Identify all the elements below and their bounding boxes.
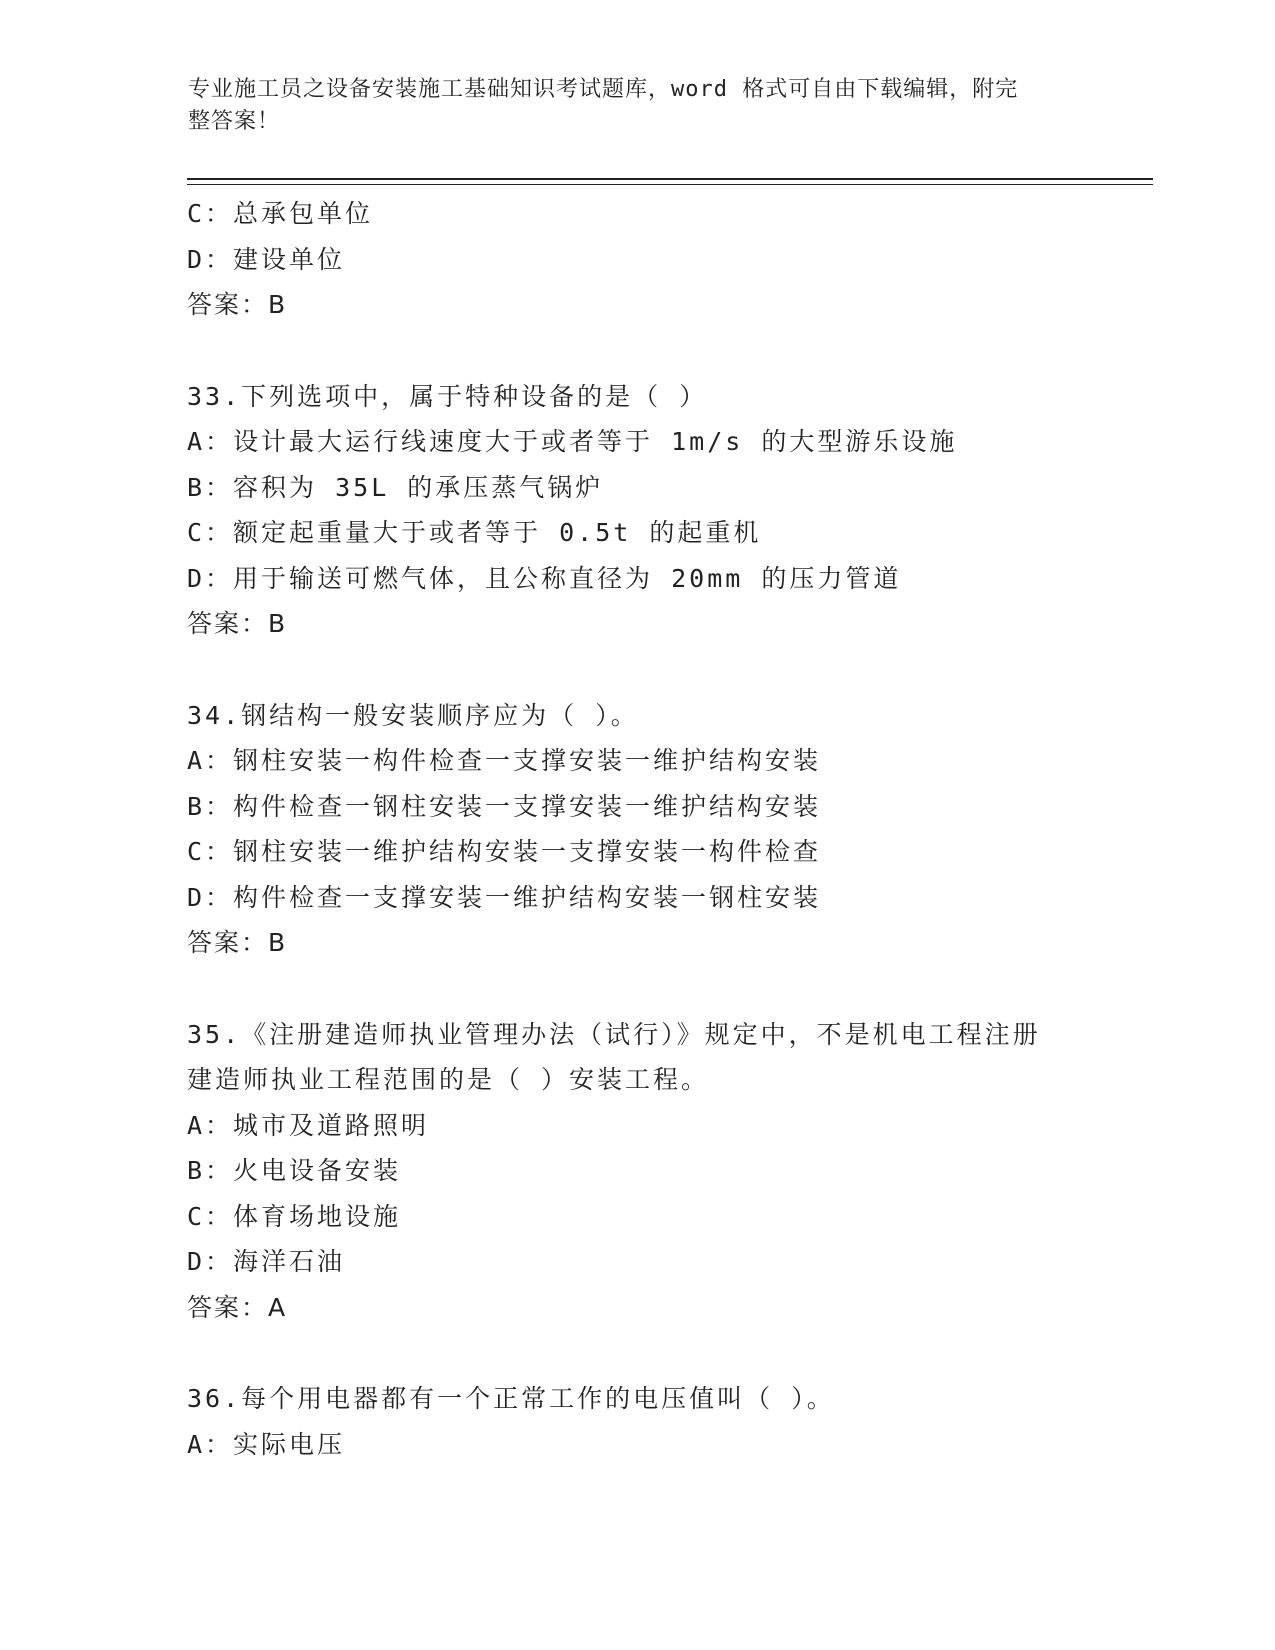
option-d: D：海洋石油: [187, 1247, 346, 1276]
option-a: A：设计最大运行线速度大于或者等于 1m/s 的大型游乐设施: [187, 427, 958, 456]
question-text-line-2: 建造师执业工程范围的是（ ）安装工程。: [187, 1065, 710, 1094]
option-c: C：额定起重量大于或者等于 0.5t 的起重机: [187, 518, 762, 547]
prev-question-block: [187, 191, 1087, 328]
question-spacer: [187, 1330, 1087, 1376]
question-text: 36.每个用电器都有一个正常工作的电压值叫（ ）。: [187, 1384, 835, 1413]
header-divider-thin: [187, 184, 1153, 185]
answer-label: 答案：B: [187, 290, 288, 319]
option-c: C：钢柱安装一维护结构安装一支撑安装一构件检查: [187, 837, 822, 866]
option-c: C：体育场地设施: [187, 1201, 402, 1231]
option-b: B：容积为 35L 的承压蒸气锅炉: [187, 472, 604, 502]
answer-label: 答案：B: [187, 928, 288, 957]
question-33: [187, 374, 1087, 647]
document-header: [188, 74, 1068, 138]
answer-label: 答案：A: [187, 1292, 288, 1322]
question-36: [187, 1376, 1087, 1467]
option-b: B：构件检查一钢柱安装一支撑安装一维护结构安装: [187, 791, 822, 821]
option-d: D：用于输送可燃气体，且公称直径为 20mm 的压力管道: [187, 563, 902, 593]
question-34: [187, 693, 1087, 966]
answer-label: 答案：B: [187, 609, 288, 638]
option-a: A：城市及道路照明: [187, 1110, 430, 1140]
question-spacer: [187, 647, 1087, 693]
option-b: B：火电设备安装: [187, 1156, 402, 1185]
header-divider-thick: [187, 178, 1153, 180]
header-line-2: 整答案！: [188, 109, 281, 134]
question-text: 34.钢结构一般安装顺序应为（ ）。: [187, 700, 639, 730]
option-a: A：实际电压: [187, 1429, 346, 1459]
question-spacer: [187, 966, 1087, 1012]
question-text-line-1: 35.《注册建造师执业管理办法（试行）》规定中，不是机电工程注册: [187, 1019, 1041, 1049]
question-35: [187, 1012, 1087, 1331]
header-line-1: 专业施工员之设备安装施工基础知识考试题库，word 格式可自由下载编辑，附完: [188, 77, 1019, 102]
question-list: [187, 191, 1087, 1467]
option-c: C：总承包单位: [187, 199, 374, 228]
option-d: D：构件检查一支撑安装一维护结构安装一钢柱安装: [187, 882, 822, 912]
option-d: D：建设单位: [187, 244, 346, 274]
question-spacer: [187, 328, 1087, 374]
option-a: A：钢柱安装一构件检查一支撑安装一维护结构安装: [187, 746, 822, 775]
question-text: 33.下列选项中，属于特种设备的是（ ）: [187, 381, 708, 411]
